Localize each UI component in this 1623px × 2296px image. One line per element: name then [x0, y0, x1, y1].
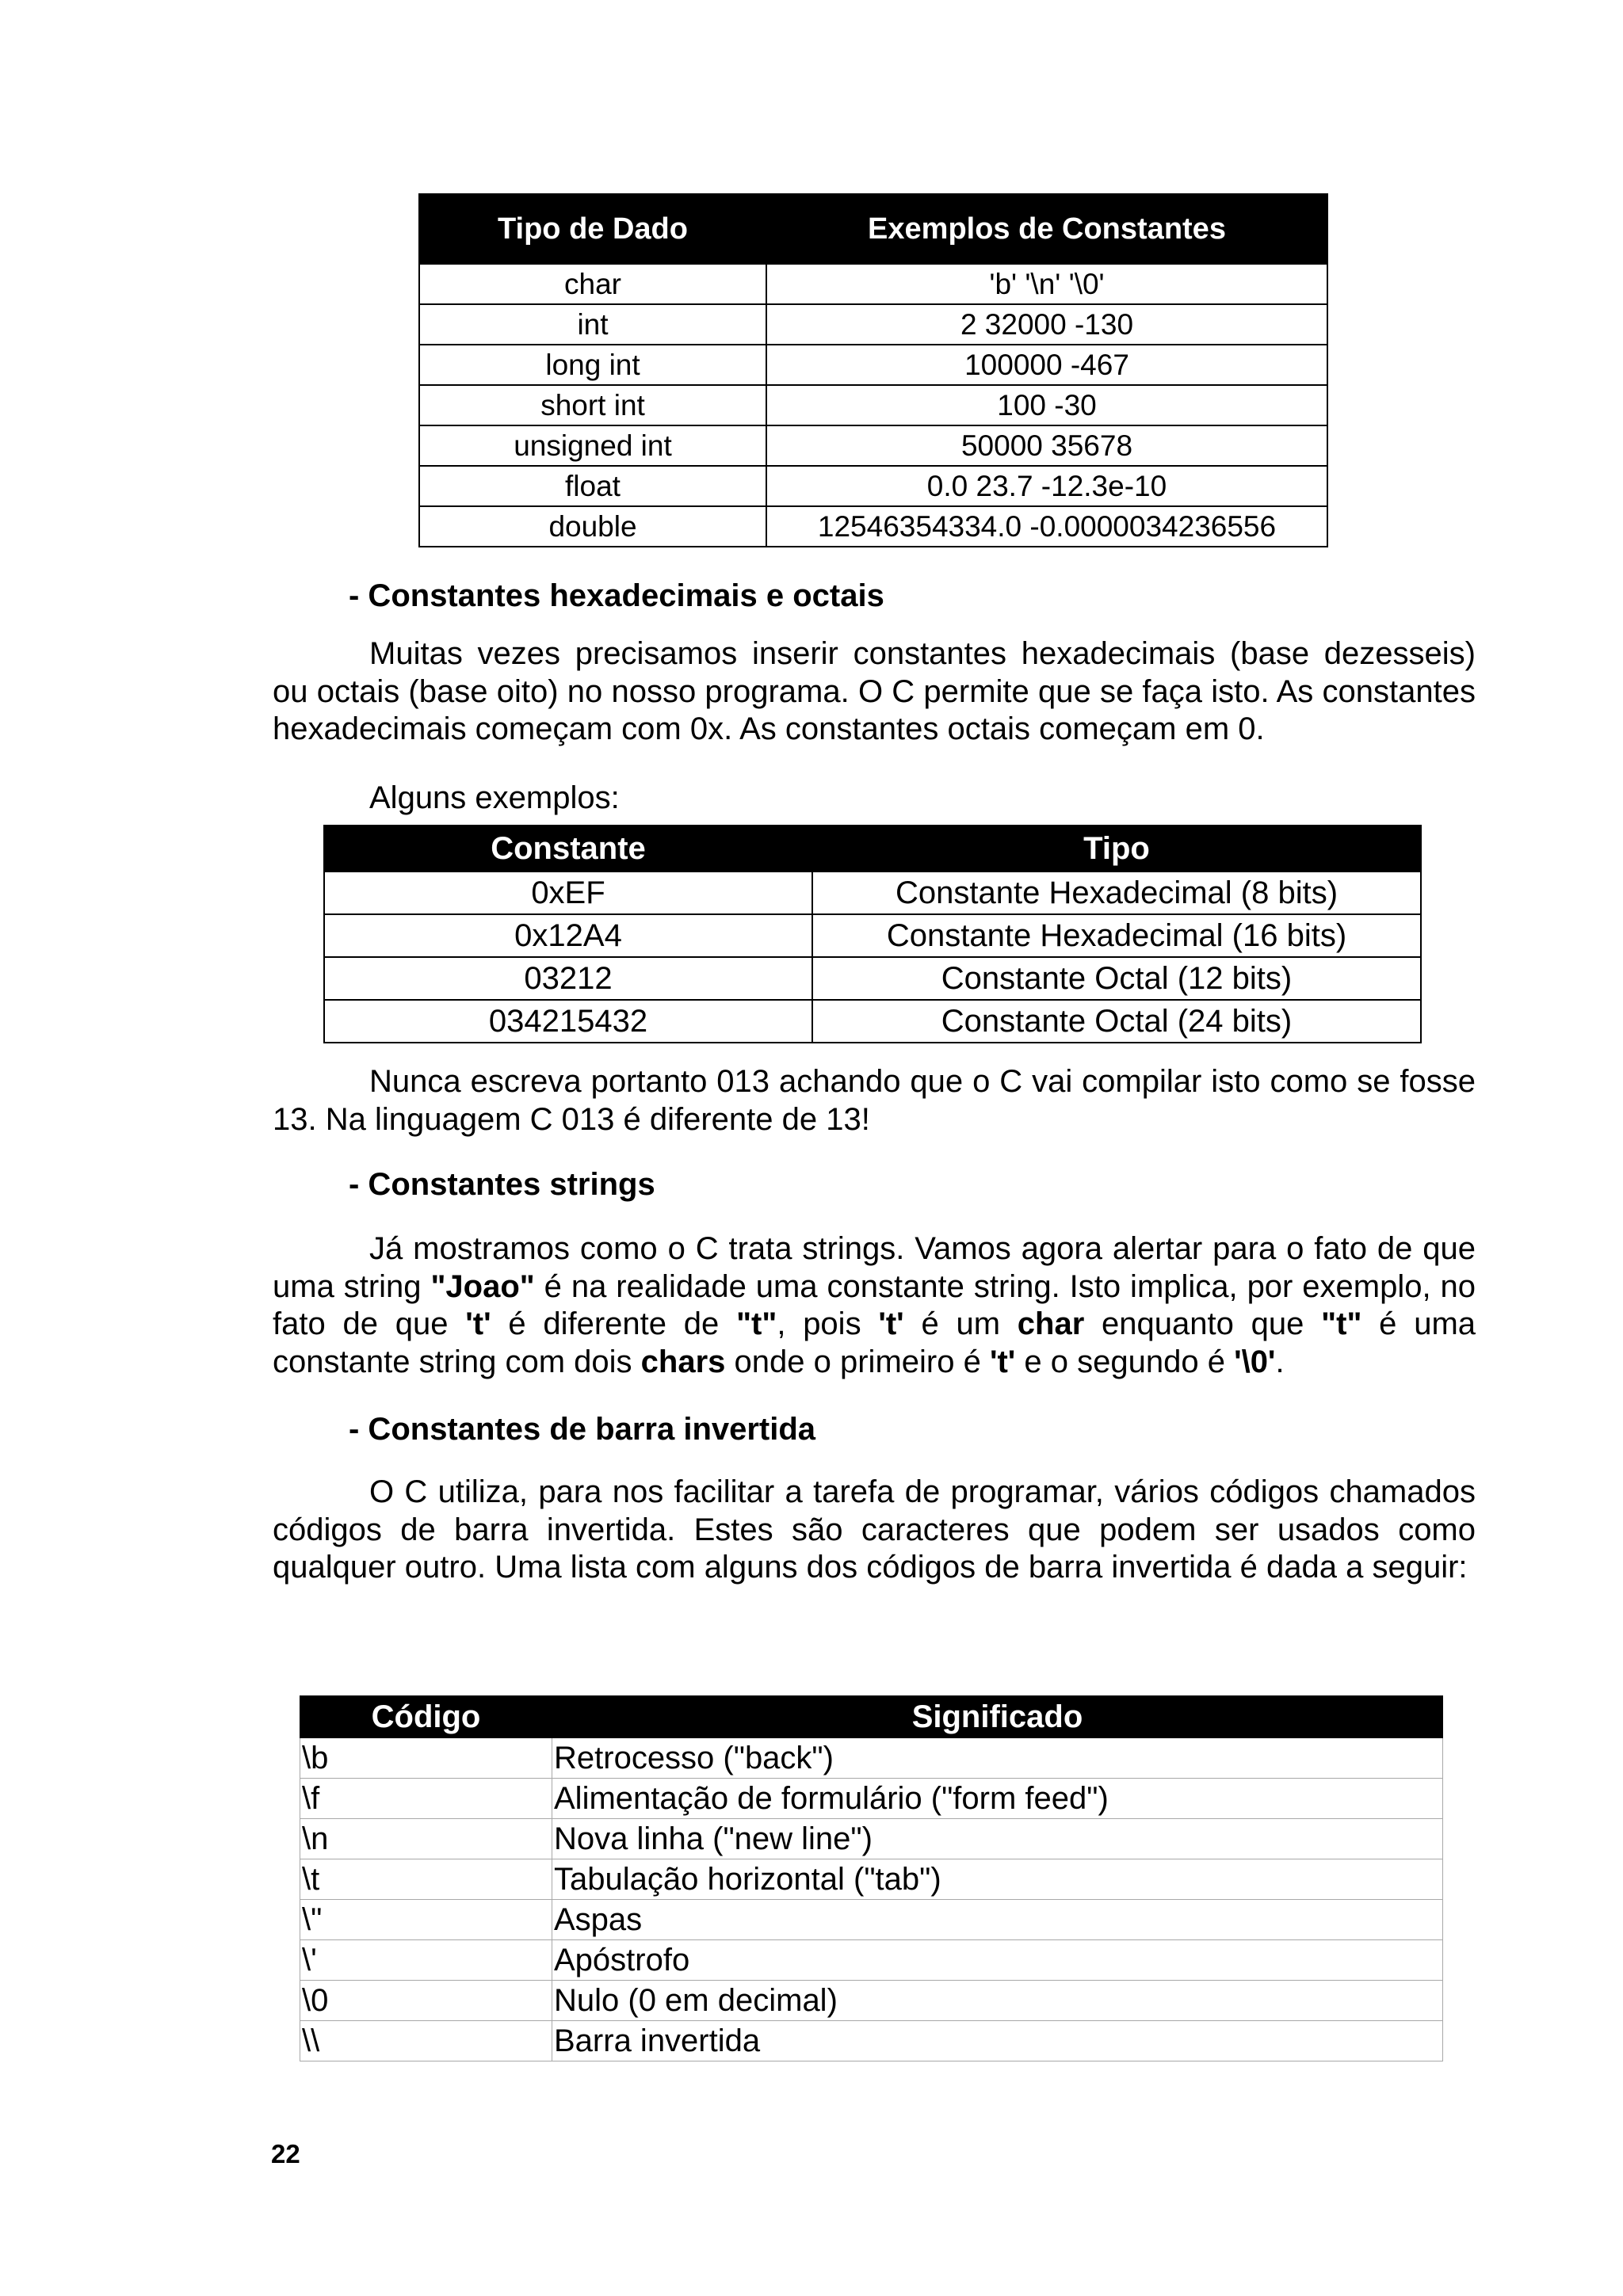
column-header: Código: [300, 1696, 552, 1738]
table-cell: \0: [300, 1981, 552, 2021]
table-cell: \t: [300, 1859, 552, 1900]
table-row: [300, 1940, 1443, 1981]
table-cell: 'b' '\n' '\0': [766, 264, 1327, 304]
column-header: Tipo: [812, 826, 1421, 871]
hex-octal-table: [323, 825, 1422, 1043]
table-row: [419, 466, 1327, 506]
table-row: [300, 1859, 1443, 1900]
table-cell: float: [419, 466, 766, 506]
column-header: Tipo de Dado: [419, 194, 766, 264]
table-cell: 03212: [324, 957, 812, 1000]
table-cell: 100000 -467: [766, 345, 1327, 385]
table-cell: 100 -30: [766, 385, 1327, 425]
table-cell: 034215432: [324, 1000, 812, 1043]
text-run: Já mostramos como o C trata strings. Vamos agora alertar para o fato de que uma string: [273, 1231, 1476, 1304]
table-row: [419, 304, 1327, 345]
table-row: [324, 914, 1421, 957]
text-run: onde o primeiro é: [725, 1344, 990, 1379]
column-header: Constante: [324, 826, 812, 871]
table-cell: Nova linha ("new line"): [552, 1819, 1443, 1859]
bold-text: '\0': [1234, 1344, 1276, 1379]
bold-text: "t": [1321, 1306, 1362, 1341]
table-cell: \n: [300, 1819, 552, 1859]
section-heading-backslash: - Constantes de barra invertida: [349, 1412, 816, 1447]
table-cell: Nulo (0 em decimal): [552, 1981, 1443, 2021]
column-header: Exemplos de Constantes: [766, 194, 1327, 264]
strings-paragraph: [273, 1230, 1476, 1381]
table-cell: \\: [300, 2021, 552, 2061]
backslash-paragraph: O C utiliza, para nos facilitar a tarefa de programar, vários códigos chamados códigos de barra invertida. Estes são caracteres que podem ser usados como qualquer outro. Uma lista com alguns dos códigos de barra invertida é dada a seguir:: [273, 1474, 1476, 1585]
table-cell: Apóstrofo: [552, 1940, 1443, 1981]
table-cell: 50000 35678: [766, 425, 1327, 466]
table-cell: Constante Octal (12 bits): [812, 957, 1421, 1000]
text-run: é uma constante string com dois: [273, 1306, 1476, 1379]
table-cell: 0.0 23.7 -12.3e-10: [766, 466, 1327, 506]
table-cell: \': [300, 1940, 552, 1981]
table-cell: \f: [300, 1779, 552, 1819]
text-run: enquanto que: [1084, 1306, 1322, 1341]
table-cell: 0x12A4: [324, 914, 812, 957]
table-cell: Constante Hexadecimal (8 bits): [812, 871, 1421, 914]
table-row: [419, 385, 1327, 425]
table-cell: 2 32000 -130: [766, 304, 1327, 345]
table-row: [300, 1981, 1443, 2021]
bold-text: char: [1017, 1306, 1085, 1341]
text-run: , pois: [777, 1306, 879, 1341]
table-row: [324, 871, 1421, 914]
table-cell: char: [419, 264, 766, 304]
table-row: [300, 1738, 1443, 1779]
bold-text: chars: [640, 1344, 726, 1379]
table-row: [419, 264, 1327, 304]
table-cell: Retrocesso ("back"): [552, 1738, 1443, 1779]
table-row: [300, 1900, 1443, 1940]
table-cell: 0xEF: [324, 871, 812, 914]
table-header-row: [300, 1696, 1443, 1738]
table-row: [300, 2021, 1443, 2061]
bold-text: 't': [878, 1306, 904, 1341]
table-cell: unsigned int: [419, 425, 766, 466]
table-cell: \": [300, 1900, 552, 1940]
examples-label: Alguns exemplos:: [369, 780, 620, 815]
text-run: .: [1275, 1344, 1285, 1379]
table-cell: Aspas: [552, 1900, 1443, 1940]
note-paragraph: Nunca escreva portanto 013 achando que o C vai compilar isto como se fosse 13. Na linguagem C 013 é diferente de 13!: [273, 1064, 1476, 1137]
table-row: [324, 1000, 1421, 1043]
table-row: [419, 345, 1327, 385]
bold-text: "Joao": [430, 1268, 535, 1304]
column-header: Significado: [552, 1696, 1443, 1738]
backslash-codes-table: [300, 1695, 1443, 2061]
table-cell: 12546354334.0 -0.0000034236556: [766, 506, 1327, 547]
table-row: [419, 425, 1327, 466]
data-types-table: [418, 193, 1328, 547]
table-row: [419, 506, 1327, 547]
table-row: [300, 1779, 1443, 1819]
section-heading-strings: - Constantes strings: [349, 1167, 655, 1202]
table-cell: int: [419, 304, 766, 345]
hex-paragraph: Muitas vezes precisamos inserir constantes hexadecimais (base dezesseis) ou octais (base oito) no nosso programa. O C permite que se faça isto. As constantes hexadecimais começam com 0x. As constantes octais começam em 0.: [273, 636, 1476, 746]
table-cell: Constante Hexadecimal (16 bits): [812, 914, 1421, 957]
table-cell: Constante Octal (24 bits): [812, 1000, 1421, 1043]
section-heading-hex: - Constantes hexadecimais e octais: [349, 578, 884, 613]
page-number: 22: [271, 2139, 300, 2168]
text-run: é na realidade uma constante string. Isto implica, por exemplo, no fato de que: [273, 1268, 1476, 1341]
bold-text: 't': [465, 1306, 491, 1341]
table-header-row: [419, 194, 1327, 264]
text-run: é um: [903, 1306, 1018, 1341]
table-cell: Tabulação horizontal ("tab"): [552, 1859, 1443, 1900]
text-run: é diferente de: [491, 1306, 737, 1341]
table-cell: Barra invertida: [552, 2021, 1443, 2061]
table-cell: short int: [419, 385, 766, 425]
text-run: e o segundo é: [1015, 1344, 1235, 1379]
table-row: [324, 957, 1421, 1000]
bold-text: 't': [989, 1344, 1016, 1379]
table-header-row: [324, 826, 1421, 871]
table-cell: \b: [300, 1738, 552, 1779]
bold-text: "t": [736, 1306, 777, 1341]
table-cell: long int: [419, 345, 766, 385]
table-cell: double: [419, 506, 766, 547]
table-cell: Alimentação de formulário ("form feed"): [552, 1779, 1443, 1819]
table-row: [300, 1819, 1443, 1859]
